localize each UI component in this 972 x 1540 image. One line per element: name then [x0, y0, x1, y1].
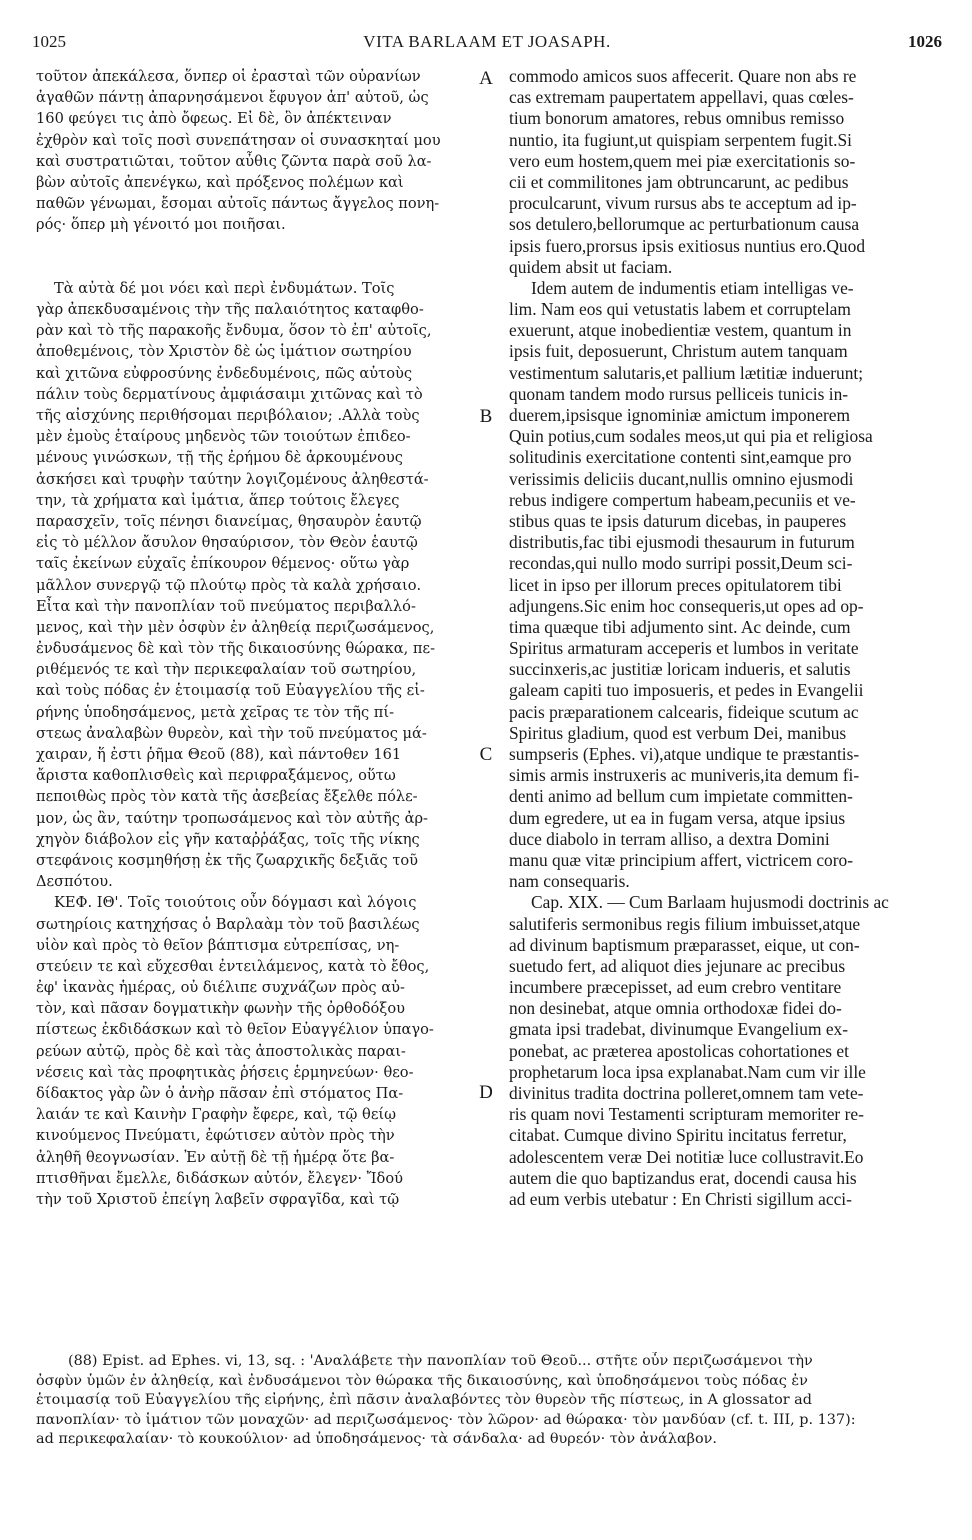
latin-line: tium bonorum amatores, rebus omnibus remisso — [509, 108, 845, 129]
footnote-line: ad περικεφαλαίαν· τὸ κουκούλιον· ad ὑποδησάμενος· τὰ σάνδαλα· ad θυρεόν· τὸν ἀνάλαβον. — [36, 1431, 717, 1447]
latin-line: quonam tandem modo rursus pelliceis tunicis in- — [509, 383, 849, 404]
latin-line: verissimis deliciis ducant,nullis omnino ejusmodi — [509, 468, 854, 489]
latin-line: Cap. XIX. — Cum Barlaam hujusmodi doctrinis ac — [531, 892, 889, 913]
latin-line: citabat. Cumque divino Spiritu incitatus ferretur, — [509, 1125, 847, 1146]
latin-line: Spiritus armaturam acceperis et lumbos in veritate — [509, 638, 859, 659]
greek-line: ριθέμενός τε καὶ τὴν περικεφαλαίαν τοῦ σωτηρίου, — [36, 661, 417, 679]
latin-line: tima quæque tibi adjumento sint. Ac deinde, cum — [509, 616, 851, 637]
latin-line: ad divinum baptismum præparasset, eique, ut con- — [509, 934, 860, 955]
latin-line: vero eum hostem,quem mei piæ exercitationis so- — [509, 150, 856, 171]
latin-line: ad eum verbis utebatur : En Christi sigillum acci- — [509, 1188, 852, 1209]
greek-line: υἱὸν καὶ πρὸς τὸ θεῖον βάπτισμα εὐτρεπίσας, νη- — [36, 936, 400, 954]
greek-line: τοῦτον ἀπεκάλεσα, ὅνπερ οἱ ἐρασταὶ τῶν οὐρανίων — [36, 68, 421, 85]
greek-line: ταῖς ἐκείνων εὐχαῖς ἐπίκουρον θέμενος· οὕτω γὰρ — [36, 555, 410, 573]
latin-line: cas extremam paupertatem appellavi, quas cœles- — [509, 87, 854, 108]
greek-line: ἐφ' ἱκανὰς ἡμέρας, οὐ διέλιπε συχνάζων πρὸς αὐ- — [36, 979, 405, 997]
greek-line: καὶ συστρατιῶται, τοῦτον αὖθις ζῶντα παρὰ σοῦ λα- — [36, 152, 432, 170]
greek-line: εἰς τὸ μέλλον ἄσυλον θησαύρισον, τὸν Θεὸν ἑαυτῷ — [36, 534, 418, 552]
footnote-line: ὀσφὺν ὑμῶν ἐν ἀληθείᾳ, καὶ ἐνδυσάμενοι τὸν θώρακα τῆς δικαιοσύνης, καὶ ὑποδησάμενοι τοὺς πόδας ἐν — [36, 1372, 808, 1389]
greek-line: ἀληθῆ θεογνωσίαν. Ἐν αὐτῇ δὲ τῇ ἡμέρᾳ ὅτε βα- — [36, 1148, 395, 1166]
greek-line: τὸν, καὶ πᾶσαν δογματικὴν φωνὴν τῆς ὀρθοδόξου — [36, 1000, 406, 1018]
latin-line: salutiferis sermonibus regis filium imbuisset,atque — [509, 913, 861, 934]
greek-line: ἐχθρὸν καὶ τοῖς ποσὶ συνεπάτησαν οἱ συνασκηταί μου — [36, 131, 441, 149]
greek-line: χαιραν, ἥ ἐστι ῥῆμα Θεοῦ (88), καὶ πάντοθεν 161 — [36, 746, 402, 763]
latin-line: proculcarunt, vivum rursus abs te acceptum ad ip- — [509, 193, 857, 214]
latin-line: prophetarum loca ipsa explanabat.Nam cum vir ille — [509, 1061, 866, 1082]
latin-line: solitudinis exercitatione contenti sint,eamque pro — [509, 447, 852, 468]
page-number-left: 1025 — [32, 32, 66, 51]
latin-line: Idem autem de indumentis etiam intelligas ve- — [531, 277, 854, 298]
greek-line: μον, ὡς ἂν, ταύτην τροπωσάμενος καὶ τὸν αὐτῆς ἀρ- — [36, 809, 428, 827]
greek-line: Τὰ αὐτὰ δέ μοι νόει καὶ περὶ ἐνδυμάτων. Τοῖς — [54, 279, 395, 297]
greek-line — [36, 236, 488, 257]
greek-line: ἐνδυσάμενος δὲ καὶ τὸν τῆς δικαιοσύνης θώρακα, πε- — [36, 640, 435, 658]
footnote-line: ἑτοιμασίᾳ τοῦ Εὐαγγελίου τῆς εἰρήνης, ἐπὶ πᾶσιν ἀναλαβόντες τὸν θυρεὸν τῆς πίστεως, in A glossator ad — [36, 1392, 812, 1408]
greek-line: παθῶν γένωμαι, ἔσομαι αὐτοῖς πάντως ἄγγελος πονη- — [36, 195, 440, 213]
latin-line: Quin potius,cum sodales meos,ut qui pia et religiosa — [509, 426, 873, 447]
greek-line: πτισθῆναι ἔμελλε, διδάσκων αὐτόν, ἔλεγεν· Ἴδού — [36, 1169, 403, 1187]
latin-line: licet in ipso per illorum preces opitulatorem tibi — [509, 574, 842, 595]
greek-line: χηγὸν διάβολον εἰς γῆν καταῤῥάξας, τοῖς τῆς νίκης — [36, 830, 420, 848]
greek-line: ἄριστα καθοπλισθεὶς καὶ περιφραξάμενος, οὕτω — [36, 767, 396, 785]
latin-line: ris quam novi Testamenti scripturam memoriter re- — [509, 1104, 864, 1125]
latin-line: non desinebat, atque omnia orthodoxæ fidei do- — [509, 998, 842, 1019]
margin-letter-d: D — [479, 1082, 493, 1103]
latin-line: nam consequaris. — [509, 871, 630, 892]
latin-line: simis armis instruxeris ac muniveris,ita demum fi- — [509, 765, 860, 786]
footnote-line: (88) Epist. ad Ephes. vi, 13, sq. : 'Αναλάβετε τὴν πανοπλίαν τοῦ Θεοῦ... στῆτε οὖν περιζωσάμενοι τὴν — [68, 1353, 813, 1369]
latin-column — [509, 66, 943, 1210]
greek-column — [36, 66, 488, 1210]
greek-line: ρὰν καὶ τὸ τῆς παρακοῆς ἔνδυμα, ὅσον τὸ ἐπ' αὐτοῖς, — [36, 322, 432, 340]
greek-line: δίδακτος γὰρ ὢν ὁ ἀνὴρ πᾶσαν ἐπὶ στόματος Πα- — [36, 1085, 404, 1102]
greek-line: στεως ἀναλαβὼν θυρεὸν, καὶ τὴν τοῦ πνεύματος μά- — [36, 724, 427, 742]
latin-line: duce diabolo in terram alliso, a dextra Domini — [509, 828, 830, 849]
greek-line: βὼν αὐτοῖς ἀπενέγκω, καὶ πρόξενος πολέμων καὶ — [36, 173, 404, 191]
greek-line: τῆς αἰσχύνης περιθήσομαι περιβόλαιον; .Αλλὰ τοὺς — [36, 407, 420, 424]
running-title: VITA BARLAAM ET JOASAPH. — [363, 32, 611, 51]
greek-line: τὴν τοῦ Χριστοῦ ἐπείγη λαβεῖν σφραγῖδα, καὶ τῷ — [36, 1190, 400, 1208]
latin-line: Spiritus gladium, quod est verbum Dei, manibus — [509, 722, 847, 743]
latin-line: adolescentem veræ Dei notitiæ luce collustravit.Eo — [509, 1146, 864, 1167]
greek-line: καὶ τοὺς πόδας ἐν ἑτοιμασίᾳ τοῦ Εὐαγγελίου τῆς εἰ- — [36, 682, 425, 700]
greek-line: Δεσπότου. — [36, 873, 113, 891]
footnotes — [36, 1352, 944, 1450]
latin-line: succinxeris,ac justitiæ loricam indueris, et salutis — [509, 659, 851, 680]
latin-line: denti animo ad bellum cum impietate committen- — [509, 786, 853, 807]
latin-line: manu quæ vitæ principium affert, victricem coro- — [509, 849, 854, 870]
latin-line: ipsis fuit, deposuerunt, Christum autem tanquam — [509, 341, 848, 362]
greek-line: μᾶλλον συνεργῷ τῷ πλούτῳ πρὸς τὰ καλὰ χρήσαιο. — [36, 576, 422, 594]
greek-line: μενος, καὶ τὴν μὲν ὀσφὺν ἐν ἀληθείᾳ περιζωσάμενος, — [36, 618, 435, 636]
latin-line: commodo amicos suos affecerit. Quare non abs re — [509, 66, 857, 86]
greek-line: λαιάν τε καὶ Καινὴν Γραφὴν ἔφερε, καὶ, τῷ θείῳ — [36, 1106, 397, 1124]
latin-line: stibus quas te ipsis daturum dicebas, in pauperes — [509, 510, 847, 531]
greek-line: παρασχεῖν, τοῖς πένησι διανείμας, θησαυρὸν ἑαυτῷ — [36, 512, 422, 530]
greek-line: ΚΕΦ. ΙΘ'. Τοῖς τοιούτοις οὖν δόγμασι καὶ λόγοις — [54, 894, 417, 912]
latin-line: recondas,qui nullo modo surripi possit,Deum sci- — [509, 553, 853, 574]
latin-line: dum egredere, ut ea in fugam versa, atque ipsius — [509, 807, 846, 828]
latin-line: galeam capiti tuo imposueris, et pedes in Evangelii — [509, 680, 864, 701]
latin-line: sumpseris (Ephes. vi),atque undique te præstantis- — [509, 744, 860, 764]
greek-line: μὲν ἐμοὺς ἑταίρους μηδενὸς τῶν τοιούτων ἐπιδεο- — [36, 428, 411, 446]
greek-line: την, τὰ χρήματα καὶ ἱμάτια, ἅπερ τούτοις ἔλεγες — [36, 491, 400, 509]
footnote-line: πανοπλίαν· τὸ ἱμάτιον τῶν μοναχῶν· ad περιζωσάμενος· τὸν λῶρον· ad θώρακα· τὸν μανδύαν (cf. t. III, p. 137): — [36, 1411, 856, 1428]
latin-line: incumbere præcepisset, ad eum crebro ventitare — [509, 977, 842, 998]
greek-line: ρήνης ὑποδησάμενος, μετὰ χεῖρας τε τὸν τῆς πί- — [36, 703, 395, 721]
page-header — [32, 32, 942, 58]
latin-line: duerem,ipsisque ignominiæ amictum imponerem — [509, 405, 850, 425]
latin-line: cii et commilitones jam obtruncarunt, ac pedibus — [509, 171, 849, 192]
margin-letter-b: B — [479, 406, 493, 427]
latin-line: suetudo fert, ad aliquot dies jejunare ac precibus — [509, 955, 846, 976]
latin-line: quidem absit ut faciam. — [509, 256, 673, 277]
greek-line: ρεύων αὐτῷ, πρὸς δὲ καὶ τὰς ἀποστολικὰς παραι- — [36, 1042, 406, 1060]
latin-line: gmata ipsi tradebat, divinumque Evangelium ex- — [509, 1019, 849, 1040]
latin-line: sos detulero,bellorumque ac perturbationum causa — [509, 214, 860, 235]
latin-line: divinitus tradita doctrina polleret,omnem tam vete- — [509, 1083, 864, 1103]
latin-line: distributis,fac tibi ejusmodi thesaurum in futurum — [509, 532, 855, 553]
latin-line: ponebat, ac præterea apostolicas cohortationes et — [509, 1040, 849, 1061]
greek-line: πεποιθὼς πρὸς τὸν κατὰ τῆς ἀσεβείας ἔξελθε πόλε- — [36, 788, 418, 806]
latin-line: vestimentum salutaris,et pallium lætitiæ induerunt; — [509, 362, 864, 383]
greek-line: ἀποθεμένοις, τὸν Χριστὸν δὲ ὡς ἱμάτιον σωτηρίου — [36, 343, 412, 361]
latin-line: adjungens.Sic enim hoc consequeris,ut opes ad op- — [509, 595, 864, 616]
greek-line: στεφάνοις κοσμηθήσῃ ἐκ τῆς ζωαρχικῆς δεξιᾶς τοῦ — [36, 851, 419, 869]
greek-line: Εἶτα καὶ τὴν πανοπλίαν τοῦ πνεύματος περιβαλλό- — [36, 597, 416, 615]
greek-line: κινούμενος Πνεύματι, ἐφώτισεν αὐτὸν πρὸς τὴν — [36, 1127, 395, 1145]
greek-line: καὶ χιτῶνα εὐφροσύνης ἐνδεδυμένοις, πῶς αὐτοὺς — [36, 364, 413, 382]
greek-line: νέσεις καὶ τὰς προφητικὰς ῥήσεις ἑρμηνεύων· θεο- — [36, 1063, 414, 1081]
greek-line: ἀσκήσει καὶ τρυφὴν ταύτην λογιζομένους ἀληθεστά- — [36, 470, 429, 488]
latin-line: autem die quo baptizandus erat, docendi causa his — [509, 1167, 857, 1188]
page-number-right: 1026 — [908, 32, 942, 51]
latin-line: rebus indigere compertum habeam,pecuniis et ve- — [509, 489, 856, 510]
greek-line: γὰρ ἀπεκδυσαμένοις τὴν τῆς παλαιότητος καταφθο- — [36, 301, 424, 319]
greek-line: ἀγαθῶν πάντῃ ἀπαρνησάμενοι ἔφυγον ἀπ' αὐτοῦ, ὡς — [36, 89, 429, 107]
greek-line: πίστεως ἐκδιδάσκων καὶ τὸ θεῖον Εὐαγγέλιον ὑπαγο- — [36, 1021, 434, 1039]
latin-line: exuerunt, atque inobedientiæ vestem, quantum in — [509, 320, 852, 341]
greek-line: 160 φεύγει τις ἀπὸ ὄφεως. Εἰ δὲ, ὃν ἀπέκτειναν — [36, 110, 392, 128]
margin-letter-c: C — [479, 744, 493, 765]
latin-line: lim. Nam eos qui vetustatis labem et corruptelam — [509, 299, 851, 320]
latin-line: ipsis fuero,prorsus ipsis exitiosus nuntius ero.Quod — [509, 235, 866, 256]
latin-line: pacis præparationem calcearis, fideique scutum ac — [509, 701, 859, 722]
greek-line: ρός· ὅπερ μὴ γένοιτό μοι ποιῆσαι. — [36, 216, 286, 234]
greek-line: πάλιν τοὺς δερματίνους ἀμφιάσαιμι χιτῶνας καὶ τὸ — [36, 385, 423, 403]
greek-line: σωτηρίοις κατηχήσας ὁ Βαρλαὰμ τὸν τοῦ βασιλέως — [36, 915, 420, 933]
margin-letter-a: A — [479, 68, 493, 89]
greek-line — [36, 257, 488, 278]
latin-line: nuntio, ita fugiunt,ut quispiam serpentem fugit.Si — [509, 129, 852, 150]
greek-line: στεύειν τε καὶ εὔχεσθαι ἐντειλάμενος, κατὰ τὸ ἔθος, — [36, 957, 430, 975]
greek-line: μένους γινώσκων, τῇ τῆς ἐρήμου δὲ ἀρκουμένους — [36, 449, 403, 467]
